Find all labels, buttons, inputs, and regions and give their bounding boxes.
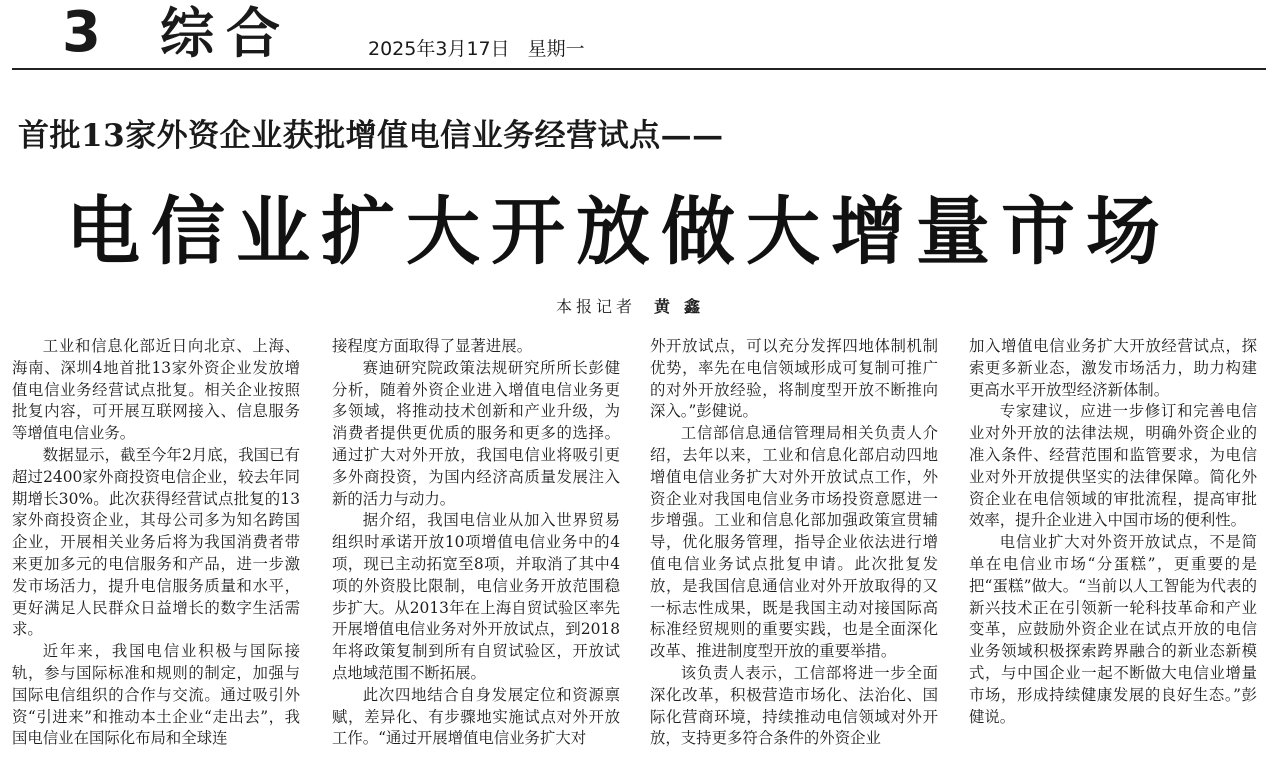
byline-name: 黄鑫: [654, 297, 715, 316]
issue-weekday: 星期一: [527, 38, 585, 60]
paragraph: 加入增值电信业务扩大开放经营试点，探索更多新业态，激发市场活力，助力构建更高水平开放型经济新体制。: [969, 337, 1257, 399]
paragraph: 该负责人表示，工信部将进一步全面深化改革，积极营造市场化、法治化、国际化营商环境，持续推动电信领域对外开放，支持更多符合条件的外资企业: [650, 663, 938, 748]
article-byline: [556, 295, 714, 319]
paragraph: 工业和信息化部近日向北京、上海、海南、深圳4地首批13家外资企业发放增值电信业务经营试点批复。相关企业按照批复内容，可开展互联网接入、信息服务等增值电信业务。: [12, 337, 300, 443]
article-kicker: 首批13家外资企业获批增值电信业务经营试点——: [18, 118, 724, 154]
paragraph: 赛迪研究院政策法规研究所所长彭健分析，随着外资企业进入增值电信业务更多领域，将推动技术创新和产业升级，为消费者提供更优质的服务和更多的选择。通过扩大对外开放，我国电信业将吸引更多外商投资，为国内经济高质量发展注入新的活力与动力。: [332, 358, 620, 508]
paragraph: 工信部信息通信管理局相关负责人介绍，去年以来，工业和信息化部启动四地增值电信业务扩大对外开放试点工作，外资企业对我国电信业务市场投资意愿进一步增强。工业和信息化部加强政策宣贯辅导，优化服务管理，指导企业依法进行增值电信业务试点批复申请。此次批复发放，是我国信息通信业对外开放取得的又一标志性成果，既是我国主动对接国际高标准经贸规则的重要实践，也是全面深化改革、推进制度型开放的重要举措。: [650, 424, 938, 661]
article-column-4: [969, 336, 1257, 766]
paragraph: 外开放试点，可以充分发挥四地体制机制优势，率先在电信领域形成可复制可推广的对外开放经验，将制度型开放不断推向深入。”彭健说。: [650, 337, 938, 421]
masthead-rule: [12, 68, 1266, 70]
byline-prefix: 本报记者: [556, 297, 637, 316]
paragraph: 据介绍，我国电信业从加入世界贸易组织时承诺开放10项增值电信业务中的4项，现已主动拓宽至8项，并取消了其中4项的外资股比限制，电信业务开放范围稳步扩大。从2013年在上海自贸试验区率先开展增值电信业务对外开放试点，到2018年将政策复制到所有自贸试验区，开放试点地域范围不断拓展。: [332, 511, 620, 682]
paragraph: 数据显示，截至今年2月底，我国已有超过2400家外商投资电信企业，较去年同期增长30%。此次获得经营试点批复的13家外商投资企业，其母公司多为知名跨国企业，开展相关业务后将为我国消费者带来更加多元的电信服务和产品，进一步激发市场活力，提升电信服务质量和水平，更好满足人民群众日益增长的数字生活需求。: [12, 445, 300, 639]
paragraph: 专家建议，应进一步修订和完善电信业对外开放的法律法规，明确外资企业的准入条件、经营范围和监管要求，为电信业对外开放提供坚实的法律保障。简化外资企业在电信领域的审批流程，提高审批效率，提升企业进入中国市场的便利性。: [969, 402, 1257, 530]
article-column-2: [332, 336, 620, 766]
paragraph: 接程度方面取得了显著进展。: [332, 337, 533, 355]
page-number: 3: [62, 0, 101, 65]
paragraph: 电信业扩大对外资开放试点，不是简单在电信业市场“分蛋糕”，更重要的是把“蛋糕”做大。“当前以人工智能为代表的新兴技术正在引领新一轮科技革命和产业变革，应鼓励外资企业在试点开放的电信业务领域积极探索跨界融合的新业态新模式，与中国企业一起不断做大电信业增量市场，形成持续健康发展的良好生态。”彭健说。: [969, 533, 1257, 726]
article-headline: 电信业扩大开放做大增量市场: [66, 189, 1171, 275]
section-title: 综合: [160, 1, 292, 65]
issue-date-text: 2025年3月17日: [368, 38, 510, 60]
article-column-3: [650, 336, 938, 766]
paragraph: 此次四地结合自身发展定位和资源禀赋，差异化、有步骤地实施试点对外开放工作。“通过开展增值电信业务扩大对: [332, 685, 620, 748]
paragraph: 近年来，我国电信业积极与国际接轨，参与国际标准和规则的制定，加强与国际电信组织的合作与交流。通过吸引外资“引进来”和推动本土企业“走出去”，我国电信业在国际化布局和全球连: [12, 642, 300, 748]
page-masthead: [0, 0, 1266, 70]
issue-date: [368, 36, 585, 62]
article-column-1: [12, 336, 300, 766]
